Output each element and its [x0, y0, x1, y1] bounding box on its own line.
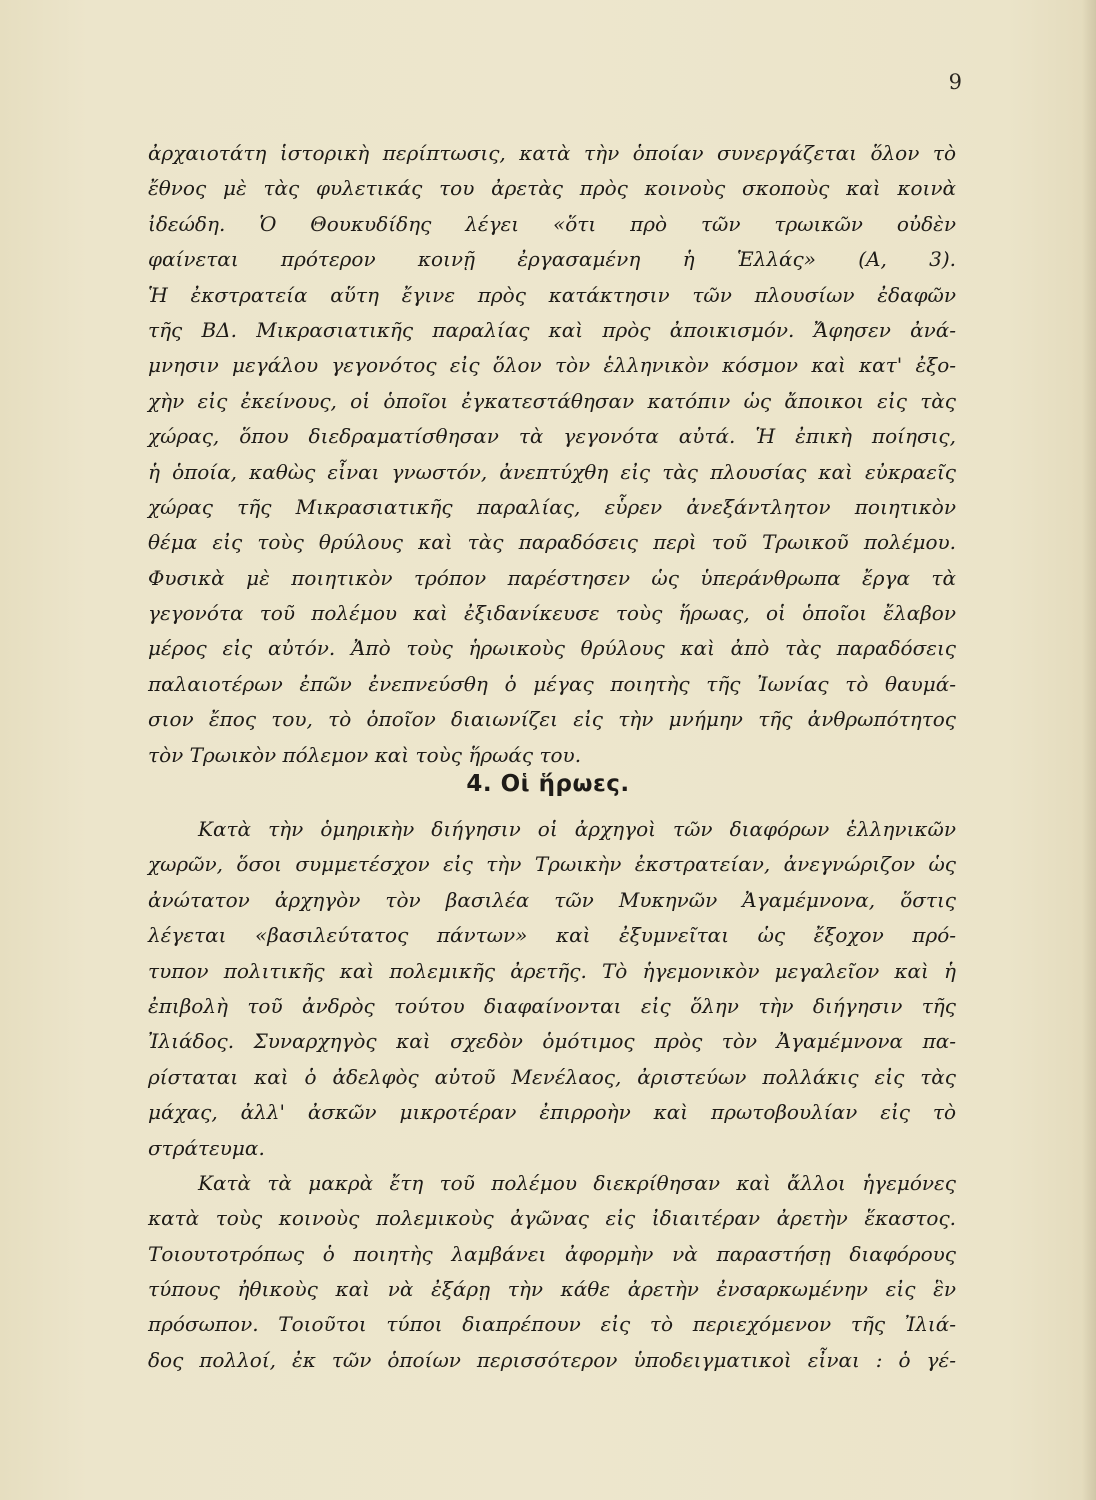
text-line: τύπους ἠθικοὺς καὶ νὰ ἐξάρῃ τὴν κάθε ἀρετὴν ἐνσαρκωμένην εἰς ἓν: [148, 1277, 956, 1302]
text-line: χὴν εἰς ἐκείνους, οἱ ὁποῖοι ἐγκατεστάθησαν κατόπιν ὡς ἄποικοι εἰς τὰς: [148, 388, 956, 413]
text-line: γεγονότα τοῦ πολέμου καὶ ἐξιδανίκευσε τοὺς ἥρωας, οἱ ὁποῖοι ἔλαβον: [148, 601, 956, 626]
text-line: ἀνώτατον ἀρχηγὸν τὸν βασιλέα τῶν Μυκηνῶν Ἀγαμέμνονα, ὅστις: [148, 887, 956, 912]
text-line: χώρας, ὅπου διεδραματίσθησαν τὰ γεγονότα αὐτά. Ἡ ἐπικὴ ποίησις,: [148, 424, 956, 449]
text-line: παλαιοτέρων ἐπῶν ἐνεπνεύσθη ὁ μέγας ποιητὴς τῆς Ἰωνίας τὸ θαυμά-: [148, 671, 956, 696]
text-line: ρίσταται καὶ ὁ ἀδελφὸς αὐτοῦ Μενέλαος, ἀριστεύων πολλάκις εἰς τὰς: [148, 1064, 956, 1089]
text-line: χωρῶν, ὅσοι συμμετέσχον εἰς τὴν Τρωικὴν ἐκστρατείαν, ἀνεγνώριζον ὡς: [148, 852, 956, 877]
text-line: τυπον πολιτικῆς καὶ πολεμικῆς ἀρετῆς. Τὸ ἡγεμονικὸν μεγαλεῖον καὶ ἡ: [148, 958, 956, 983]
text-line: Τοιουτοτρόπως ὁ ποιητὴς λαμβάνει ἀφορμὴν νὰ παραστήσῃ διαφόρους: [148, 1241, 956, 1266]
text-line: στράτευμα.: [148, 1135, 265, 1160]
text-line: ἡ ὁποία, καθὼς εἶναι γνωστόν, ἀνεπτύχθη εἰς τὰς πλουσίας καὶ εὐκραεῖς: [148, 459, 956, 484]
text-line: ἐπιβολὴ τοῦ ἀνδρὸς τούτου διαφαίνονται εἰς ὅλην τὴν διήγησιν τῆς: [148, 993, 956, 1018]
page-number: 9: [948, 70, 962, 94]
paragraph-2: [148, 812, 956, 1378]
text-line: μέρος εἰς αὐτόν. Ἀπὸ τοὺς ἡρωικοὺς θρύλους καὶ ἀπὸ τὰς παραδόσεις: [148, 636, 956, 661]
text-line: μνησιν μεγάλου γεγονότος εἰς ὅλον τὸν ἑλληνικὸν κόσμον καὶ κατ' ἐξο-: [148, 353, 956, 378]
text-line: πρόσωπον. Τοιοῦτοι τύποι διαπρέπουν εἰς τὸ περιεχόμενον τῆς Ἰλιά-: [148, 1312, 956, 1337]
text-line: τὸν Τρωικὸν πόλεμον καὶ τοὺς ἥρωάς του.: [148, 742, 582, 767]
text-line: Κατὰ τὰ μακρὰ ἔτη τοῦ πολέμου διεκρίθησαν καὶ ἄλλοι ἡγεμόνες: [198, 1170, 956, 1195]
text-line: σιον ἔπος του, τὸ ὁποῖον διαιωνίζει εἰς τὴν μνήμην τῆς ἀνθρωπότητος: [148, 707, 956, 732]
text-line: φαίνεται πρότερον κοινῇ ἐργασαμένη ἡ Ἑλλάς» (Α, 3).: [148, 247, 956, 272]
text-line: ἰδεώδη. Ὁ Θουκυδίδης λέγει «ὅτι πρὸ τῶν τρωικῶν οὐδὲν: [148, 211, 956, 236]
text-line: ἔθνος μὲ τὰς φυλετικάς του ἀρετὰς πρὸς κοινοὺς σκοποὺς καὶ κοινὰ: [148, 176, 956, 201]
text-line: Ἡ ἐκστρατεία αὕτη ἔγινε πρὸς κατάκτησιν τῶν πλουσίων ἐδαφῶν: [148, 282, 956, 307]
text-line: θέμα εἰς τοὺς θρύλους καὶ τὰς παραδόσεις περὶ τοῦ Τρωικοῦ πολέμου.: [148, 530, 956, 555]
text-line: ἀρχαιοτάτη ἱστορικὴ περίπτωσις, κατὰ τὴν ὁποίαν συνεργάζεται ὅλον τὸ: [148, 141, 956, 165]
text-line: Φυσικὰ μὲ ποιητικὸν τρόπον παρέστησεν ὡς ὑπεράνθρωπα ἔργα τὰ: [148, 565, 956, 590]
text-line: μάχας, ἀλλ' ἀσκῶν μικροτέραν ἐπιρροὴν καὶ πρωτοβουλίαν εἰς τὸ: [148, 1100, 956, 1125]
text-line: Ἰλιάδος. Συναρχηγὸς καὶ σχεδὸν ὁμότιμος πρὸς τὸν Ἀγαμέμνονα πα-: [148, 1029, 956, 1054]
paragraph-1: [148, 136, 956, 773]
text-line: τῆς ΒΔ. Μικρασιατικῆς παραλίας καὶ πρὸς ἀποικισμόν. Ἄφησεν ἀνά-: [148, 317, 956, 342]
text-line: χώρας τῆς Μικρασιατικῆς παραλίας, εὗρεν ἀνεξάντλητον ποιητικὸν: [148, 494, 956, 519]
text-line: Κατὰ τὴν ὁμηρικὴν διήγησιν οἱ ἀρχηγοὶ τῶν διαφόρων ἑλληνικῶν: [198, 817, 956, 841]
page-edge-shadow: [1082, 0, 1096, 1500]
text-line: λέγεται «βασιλεύτατος πάντων» καὶ ἐξυμνεῖται ὡς ἔξοχον πρό-: [148, 923, 956, 948]
section-heading: 4. Οἱ ἥρωες.: [466, 771, 630, 797]
text-line: κατὰ τοὺς κοινοὺς πολεμικοὺς ἀγῶνας εἰς ἰδιαιτέραν ἀρετὴν ἕκαστος.: [148, 1206, 956, 1231]
text-line: δος πολλοί, ἐκ τῶν ὁποίων περισσότερον ὑποδειγματικοὶ εἶναι : ὁ γέ-: [148, 1347, 956, 1372]
